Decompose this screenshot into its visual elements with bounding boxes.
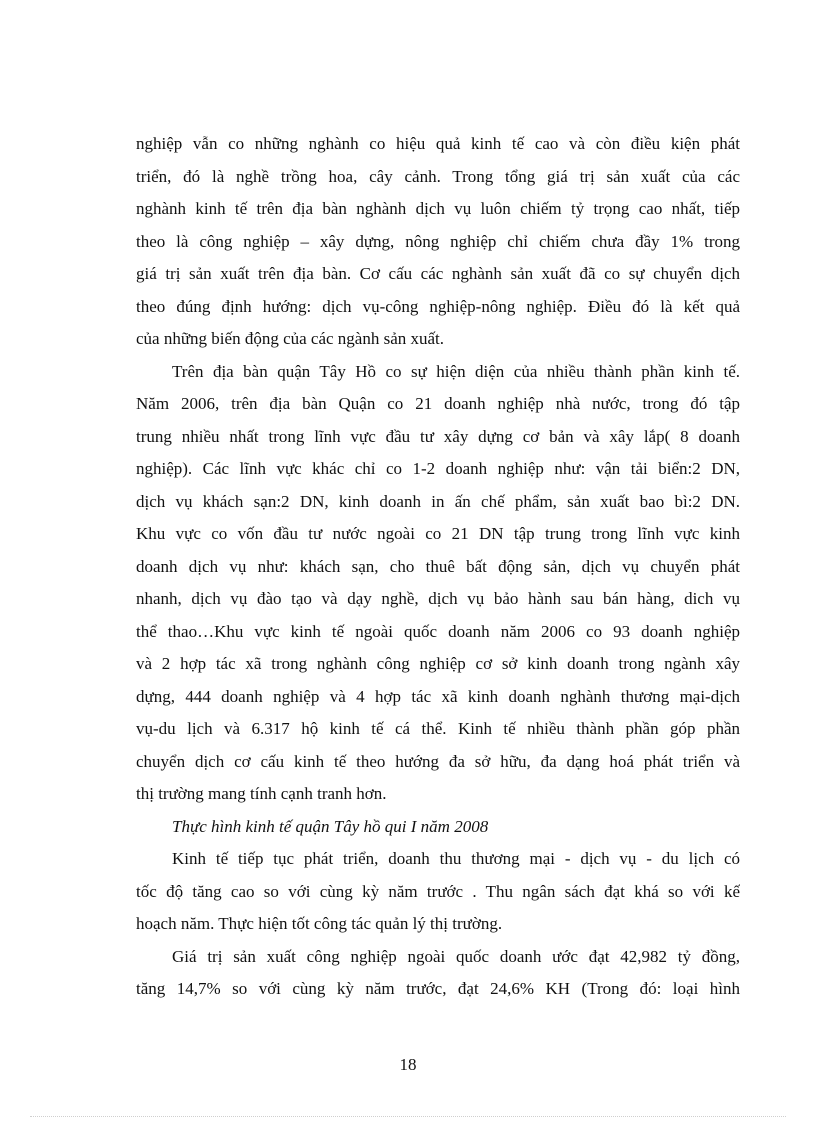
paragraph-line: chuyển dịch cơ cấu kinh tế theo hướng đa sở hữu, đa dạng hoá phát triển và [136, 751, 740, 771]
paragraph-line: giá trị sản xuất trên địa bàn. Cơ cấu các nghành sản xuất đã co sự chuyển dịch [136, 264, 740, 283]
paragraph-line: thể thao…Khu vực kinh tế ngoài quốc doanh năm 2006 co 93 doanh nghiệp [136, 621, 740, 641]
section-heading: Thực hình kinh tế quận Tây hồ qui I năm 2008 [172, 816, 489, 836]
body-text [136, 128, 740, 1006]
paragraph-line: theo là công nghiệp – xây dựng, nông nghiệp chỉ chiếm chưa đầy 1% trong [136, 231, 740, 251]
paragraph-line: doanh dịch vụ như: khách sạn, cho thuê bất động sản, dịch vụ chuyển phát [136, 556, 740, 576]
paragraph-line: tăng 14,7% so với cùng kỳ năm trước, đạt 24,6% KH (Trong đó: loại hình [136, 979, 740, 998]
paragraph-line: Trên địa bàn quận Tây Hồ co sự hiện diện của nhiều thành phần kinh tế. [172, 361, 740, 381]
paragraph-line: nhanh, dịch vụ đào tạo và dạy nghề, dịch vụ bảo hành sau bán hàng, dich vụ [136, 589, 740, 608]
paragraph-line: trung nhiều nhất trong lĩnh vực đầu tư xây dựng cơ bản và xây lắp( 8 doanh [136, 426, 740, 446]
paragraph-line: nghiệp vẫn co những nghành co hiệu quả kinh tế cao và còn điều kiện phát [136, 134, 740, 153]
paragraph-line: nghiệp). Các lĩnh vực khác chỉ co 1-2 doanh nghiệp như: vận tải biển:2 DN, [136, 459, 740, 478]
paragraph-line: Khu vực co vốn đầu tư nước ngoài co 21 DN tập trung trong lĩnh vực kinh [136, 524, 740, 543]
paragraph-line: Kinh tế tiếp tục phát triển, doanh thu thương mại - dịch vụ - du lịch có [172, 849, 740, 868]
paragraph-line: theo đúng định hướng: dịch vụ-công nghiệp-nông nghiệp. Điều đó là kết quả [136, 296, 740, 316]
paragraph-line: tốc độ tăng cao so với cùng kỳ năm trước . Thu ngân sách đạt khá so với kế [136, 881, 740, 901]
paragraph-line: và 2 hợp tác xã trong nghành công nghiệp cơ sở kinh doanh trong ngành xây [136, 654, 740, 673]
paragraph-line: của những biến động của các ngành sản xuất. [136, 329, 445, 348]
paragraph-line: Giá trị sản xuất công nghiệp ngoài quốc doanh ước đạt 42,982 tỷ đồng, [172, 946, 740, 966]
paragraph-line: vụ-du lịch và 6.317 hộ kinh tế cá thể. Kinh tế nhiều thành phần góp phần [136, 719, 740, 738]
paragraph-line: nghành kinh tế trên địa bàn nghành dịch vụ luôn chiếm tỷ trọng cao nhất, tiếp [136, 199, 740, 218]
paragraph-line: thị trường mang tính cạnh tranh hơn. [136, 784, 387, 803]
page-bottom-divider [30, 1116, 786, 1117]
paragraph-line: dựng, 444 doanh nghiệp và 4 hợp tác xã kinh doanh nghành thương mại-dịch [136, 686, 740, 706]
paragraph-line: Năm 2006, trên địa bàn Quận co 21 doanh nghiệp nhà nước, trong đó tập [136, 394, 740, 413]
paragraph-line: triển, đó là nghề trồng hoa, cây cảnh. Trong tổng giá trị sản xuất của các [136, 166, 740, 186]
paragraph-line: dịch vụ khách sạn:2 DN, kinh doanh in ấn chế phẩm, sản xuất bao bì:2 DN. [136, 491, 740, 511]
page-number: 18 [399, 1055, 417, 1074]
paragraph-line: hoạch năm. Thực hiện tốt công tác quản lý thị trường. [136, 914, 503, 933]
